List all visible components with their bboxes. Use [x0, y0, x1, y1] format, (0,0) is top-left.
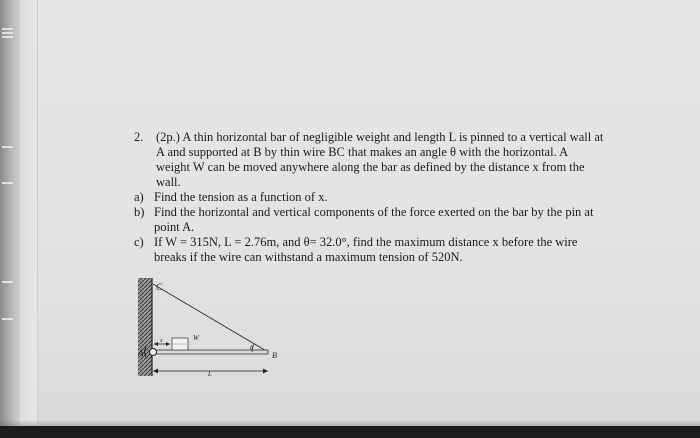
monitor-bezel-bottom: [0, 426, 700, 438]
statement-text-2: A and supported at B by thin wire BC that makes an angle θ with the horizontal. A: [156, 145, 569, 159]
part-a: [134, 190, 634, 205]
statement-line-2: [134, 145, 634, 160]
label-b: B: [272, 351, 277, 360]
l-arrowhead-left: [153, 369, 158, 374]
part-b-text-2: point A.: [154, 220, 195, 234]
x-arrowhead-right: [166, 342, 170, 346]
label-w: W: [193, 334, 199, 342]
problem-number: 2.: [134, 130, 144, 144]
l-arrowhead-right: [263, 369, 268, 374]
problem-2: [134, 130, 634, 265]
label-c: C: [156, 282, 163, 292]
indent: [134, 250, 154, 265]
statement-text-1: (2p.) A thin horizontal bar of negligible weight and length L is pinned to a vertical wall at: [156, 130, 604, 144]
part-c-text-1: If W = 315N, L = 2.76m, and θ= 32.0°, find the maximum distance x before the wire: [154, 235, 578, 249]
label-l: L: [208, 370, 212, 378]
part-c-label: c): [134, 235, 144, 249]
wall: [138, 278, 152, 376]
label-x: x: [160, 338, 163, 344]
part-c: [134, 235, 634, 250]
monitor-edge: [0, 0, 20, 438]
statement-line-3: [134, 160, 634, 175]
statement-line-1: [134, 130, 634, 145]
bar-wire-diagram: [136, 268, 376, 388]
part-b-label: b): [134, 205, 145, 219]
document-page: [38, 0, 700, 426]
wire-bc: [153, 284, 268, 352]
part-a-text: Find the tension as a function of x.: [154, 190, 328, 204]
label-theta: θ: [250, 344, 254, 352]
statement-line-4: [134, 175, 634, 190]
label-a: A: [138, 348, 144, 358]
indent: [134, 220, 154, 235]
part-a-label: a): [134, 190, 144, 204]
statement-text-3: weight W can be moved anywhere along the bar as defined by the distance x from the: [156, 160, 585, 174]
part-b-text-1: Find the horizontal and vertical components of the force exerted on the bar by the pin at: [154, 205, 594, 219]
part-b-cont: [134, 220, 634, 235]
x-arrowhead-left: [154, 342, 158, 346]
indent: [134, 160, 156, 175]
pin-a: [150, 349, 157, 356]
statement-text-4: wall.: [156, 175, 181, 189]
part-b: [134, 205, 634, 220]
indent: [134, 175, 156, 190]
part-c-text-2: breaks if the wire can withstand a maximum tension of 520N.: [154, 250, 463, 264]
side-panel: [20, 0, 38, 425]
indent: [134, 145, 156, 160]
part-c-cont: [134, 250, 634, 265]
